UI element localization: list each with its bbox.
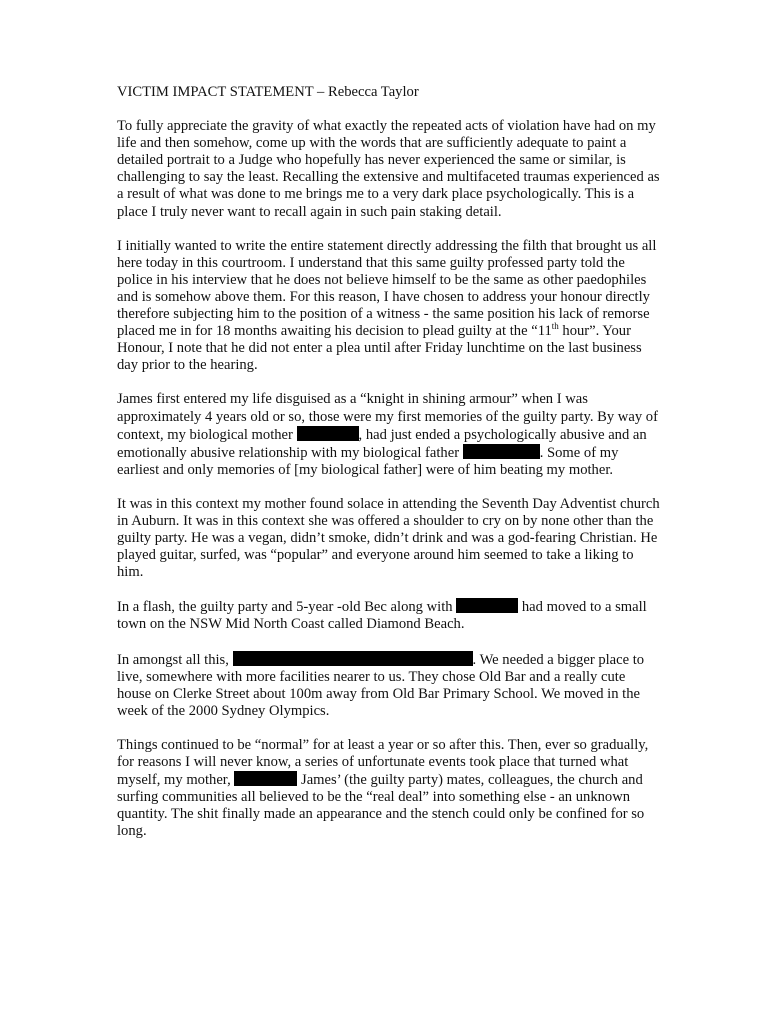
paragraph-2: [117, 238, 662, 375]
paragraph-2-text-b: hour”. Your Honour, I note that he did not enter a plea until after Friday lunchtime on the last business day prior to the hearing.: [117, 323, 642, 374]
paragraph-3-text-a: James first entered my life disguised as a “knight in shining armour” when I was approximately 4 years old or so, those were my first memories of the guilty party. By way of context, my biological mother: [117, 391, 658, 443]
paragraph-6-text-a: In amongst all this,: [117, 651, 233, 668]
paragraph-5-text-a: In a flash, the guilty party and 5-year -old Bec along with: [117, 599, 457, 616]
redaction-bar: [234, 771, 297, 786]
document-page: [117, 84, 662, 857]
paragraph-7-text-a: Things continued to be “normal” for at least a year or so after this. Then, ever so gradually, for reasons I will never know, a series of unfortunate events took place that turned what myself, my mother,: [117, 736, 649, 789]
paragraph-1: To fully appreciate the gravity of what exactly the repeated acts of violation have had on my life and then somehow, come up with the words that are sufficiently adequate to paint a detailed portrait to a Judge who hopefully has never experienced the same or similar, is challenging to say the least. Recalling the extensive and multifaceted traumas experienced as a result of what was done to me brings me to a very dark place psychologically. This is a place I truly never want to recall again in such pain staking detail.: [117, 118, 660, 220]
redaction-bar: [297, 426, 359, 441]
superscript-th: th: [551, 321, 559, 332]
paragraph-4: It was in this context my mother found solace in attending the Seventh Day Adventist church in Auburn. It was in this context she was offered a shoulder to cry on by none other than the guilty party. He was a vegan, didn’t smoke, didn’t drink and was a god-fearing Christian. He played guitar, surfed, was “popular” and everyone around him seemed to take a liking to him.: [117, 495, 660, 581]
paragraph-5-text-b: had moved to a small town on the NSW Mid North Coast called Diamond Beach.: [117, 599, 647, 633]
document-title: VICTIM IMPACT STATEMENT – Rebecca Taylor: [117, 84, 419, 100]
paragraph-3-text-b: , had just ended a psychologically abusive and an emotionally abusive relationship with my biological father: [117, 426, 647, 461]
paragraph-5: [117, 598, 662, 633]
paragraph-3: [117, 391, 662, 478]
redaction-bar: [463, 444, 540, 459]
paragraph-6: [117, 651, 662, 720]
redaction-bar: [233, 651, 473, 666]
paragraph-7-text-b: James’ (the guilty party) mates, colleagues, the church and surfing communities all believed to be the “real deal” into something else - an unknown quantity. The shit finally made an appearance and the stench could only be confined for so long.: [117, 772, 645, 840]
paragraph-6-text-b: . We needed a bigger place to live, somewhere with more facilities nearer to us. They chose Old Bar and a really cute house on Clerke Street about 100m away from Old Bar Primary School. We moved in the week of the 2000 Sydney Olympics.: [117, 651, 645, 719]
redaction-bar: [456, 598, 518, 613]
paragraph-2-text-a: I initially wanted to write the entire statement directly addressing the filth that brought us all here today in this courtroom. I understand that this same guilty professed party told the police in his interview that he does not believe himself to be the same as other paedophiles and is somehow above them. For this reason, I have chosen to address your honour directly therefore subjecting him to the position of a witness - the same position his lack of remorse placed me in for 18 months awaiting his decision to plead guilty at the “11: [117, 237, 657, 340]
paragraph-3-text-c: . Some of my earliest and only memories of [my biological father] were of him beating my mother.: [117, 444, 619, 478]
paragraph-7: [117, 737, 662, 841]
